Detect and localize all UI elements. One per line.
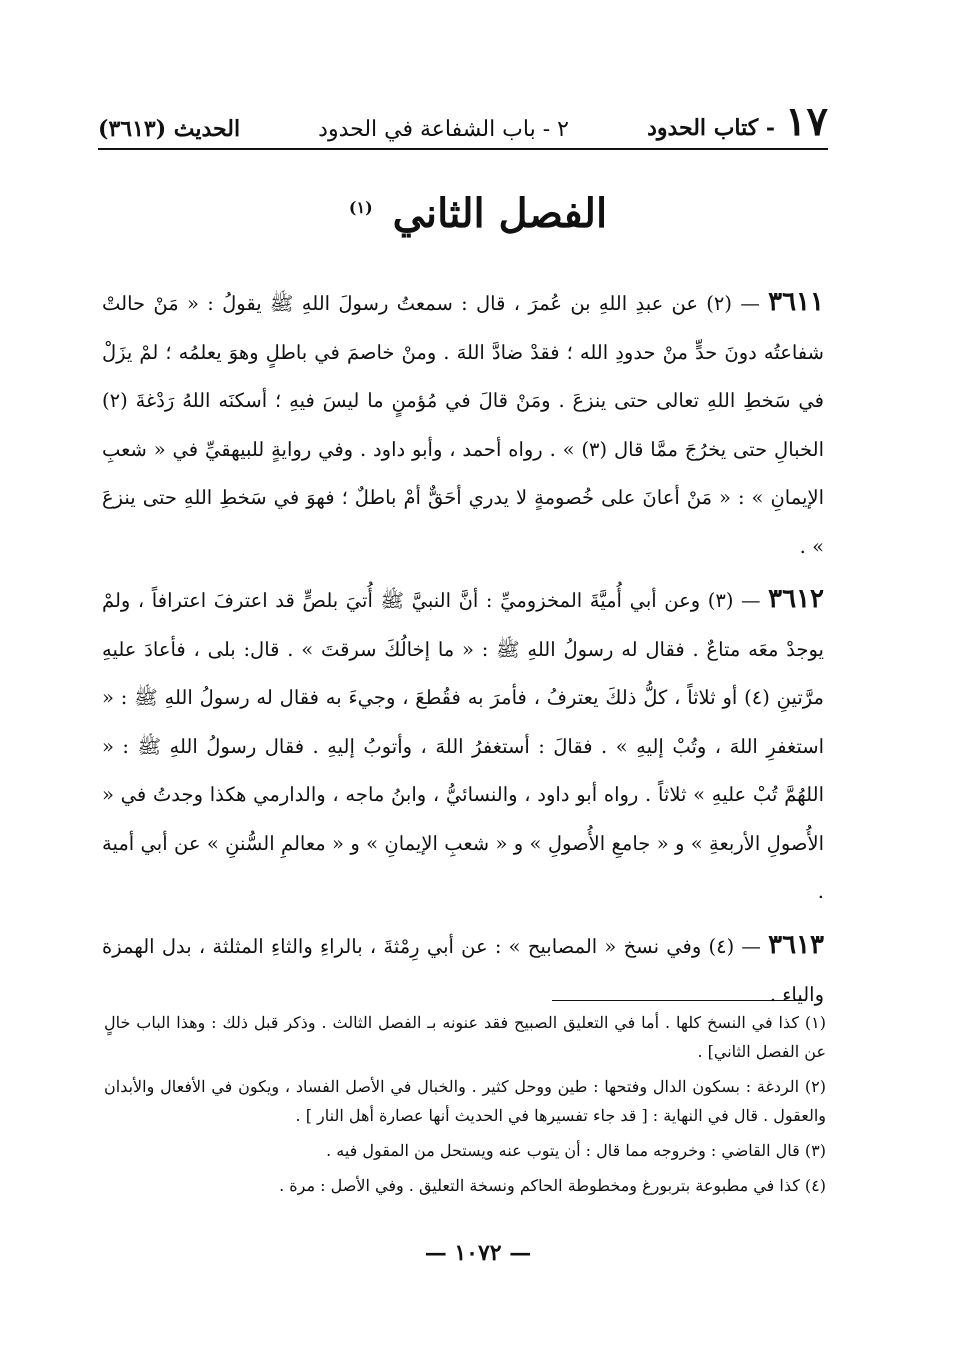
main-text	[102, 278, 824, 1020]
section-title-text: الفصل الثاني	[392, 190, 608, 237]
footnote-divider	[552, 1000, 806, 1001]
hadith-3613	[102, 921, 824, 1020]
hadith-reference: الحديث (٣٦١٣)	[98, 116, 241, 142]
footnote-3: (٣) قال القاضي : وخروجه مما قال : أن يتوب عنه ويستحل من المقول فيه .	[326, 1141, 826, 1160]
footnote-1: (١) كذا في النسخ كلها . أما في التعليق الصبيح فقد عنونه بـ الفصل الثالث . وذكر قبل ذلك : وهذا الباب خالٍ عن الفصل الثاني] .	[104, 1013, 826, 1061]
footnote-4: (٤) كذا في مطبوعة بتربورغ ومخطوطة الحاكم ونسخة التعليق . وفي الأصل : مرة .	[279, 1176, 826, 1195]
footnotes	[104, 1008, 826, 1206]
hadith-3611	[102, 278, 824, 571]
book-number: ١٧	[785, 98, 828, 145]
hadith-3612	[102, 575, 824, 917]
running-header	[98, 92, 828, 150]
page-number: — ١٠٧٢ —	[424, 1240, 532, 1266]
hadith-text: — (٣) وعن أبي أُميَّةَ المخزوميِّ : أنَّ النبيَّ ﷺ أُتيَ بلصٍّ قد اعترفَ اعترافاً ، ولمْ يوجدْ معَه متاعٌ . فقال له رسولُ اللهِ ﷺ : « ما إخالُكَ سرقتَ » . قال: بلى ، فأعادَ عليهِ مرَّتينِ (٤) أو ثلاثاً ، كلُّ ذلكَ يعترفُ ، فأمرَ به فقُطعَ ، وجيءَ به فقال له رسولُ اللهِ ﷺ : « استغفرِ اللهَ ، وتُبْ إليهِ » . فقالَ : أستغفرُ اللهَ ، وأتوبُ إليهِ . فقال رسولُ اللهِ ﷺ : « اللهُمَّ تُبْ عليهِ » ثلاثاً . رواه أبو داود ، والنسائيُّ ، وابنُ ماجه ، والدارمي هكذا وجدتُ في « الأُصولِ الأربعةِ » و « جامعِ الأُصولِ » و « شعبِ الإيمانِ » و « معالمِ السُّننِ » عن أبي أمية .	[102, 589, 824, 903]
hadith-text: — (٤) وفي نسخ « المصابيح » : عن أبي رِمْثةَ ، بالراءِ والثاءِ المثلثة ، بدل الهمزة والياء .	[102, 934, 824, 1006]
hadith-number: ٣٦١١	[768, 287, 824, 317]
book-heading	[647, 98, 828, 145]
book-title: - كتاب الحدود	[647, 115, 776, 141]
hadith-number: ٣٦١٢	[768, 584, 824, 614]
footnote-2: (٢) الردغة : بسكون الدال وفتحها : طين ووحل كثير . والخبال في الأصل الفساد ، ويكون في الأفعال والأبدان والعقول . قال في النهاية : [ قد جاء تفسيرها في الحديث أنها عصارة أهل النار ] .	[104, 1077, 826, 1125]
hadith-number: ٣٦١٣	[768, 929, 824, 960]
section-title	[0, 190, 956, 237]
hadith-text: — (٢) عن عبدِ اللهِ بن عُمرَ ، قال : سمعتُ رسولَ اللهِ ﷺ يقولُ : « مَنْ حالتْ شفاعتُه دونَ حدٍّ منْ حدودِ الله ؛ فقدْ ضادَّ اللهَ . ومنْ خاصمَ في باطلٍ وهوَ يعلمُه ؛ لمْ يزَلْ في سَخطِ اللهِ تعالى حتى ينزعَ . ومَنْ قالَ في مُؤمنٍ ما ليسَ فيهِ ؛ أسكنَه اللهُ رَدْغةَ (٢) الخبالِ حتى يخرُجَ ممَّا قال (٣) » . رواه أحمد ، وأبو داود . وفي روايةٍ للبيهقيِّ في « شعبِ الإيمانِ » : « مَنْ أعانَ على خُصومةٍ لا يدري أحَقٌّ أمْ باطلٌ ؛ فهوَ في سَخطِ اللهِ حتى ينزعَ » .	[102, 292, 824, 558]
section-footnote-marker: (١)	[348, 197, 373, 217]
chapter-title: ٢ - باب الشفاعة في الحدود	[318, 117, 569, 142]
